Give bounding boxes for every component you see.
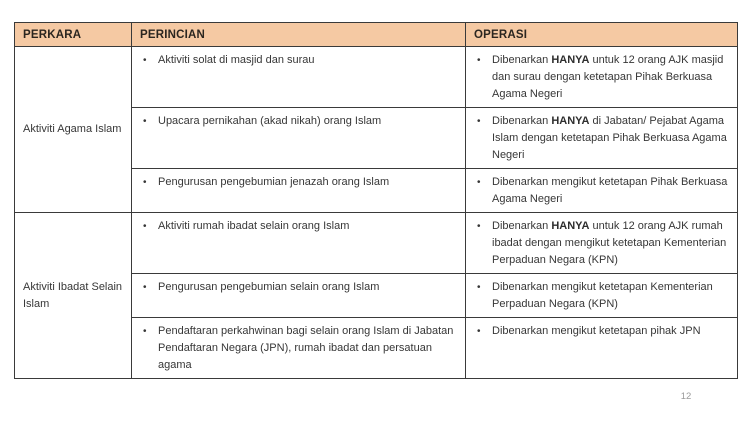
sop-table bbox=[14, 22, 738, 379]
bullet-icon: • bbox=[143, 177, 147, 188]
bullet-icon: • bbox=[143, 55, 147, 66]
perincian-cell bbox=[132, 213, 466, 274]
table-header-row bbox=[15, 23, 738, 47]
operasi-cell bbox=[466, 47, 738, 108]
bullet-icon: • bbox=[143, 282, 147, 293]
perincian-text: Upacara pernikahan (akad nikah) orang Islam bbox=[158, 115, 382, 127]
operasi-cell bbox=[466, 318, 738, 379]
column-header-perkara: PERKARA bbox=[15, 23, 132, 47]
table-row bbox=[15, 47, 738, 108]
column-header-perincian: PERINCIAN bbox=[132, 23, 466, 47]
bullet-icon: • bbox=[143, 221, 147, 232]
operasi-cell bbox=[466, 274, 738, 318]
bullet-icon: • bbox=[143, 326, 147, 337]
operasi-text: Dibenarkan mengikut ketetapan Kementerian Perpaduan Negara (KPN) bbox=[492, 281, 713, 310]
perincian-cell bbox=[132, 47, 466, 108]
perkara-label: Aktiviti Agama Islam bbox=[23, 123, 122, 135]
operasi-text: Dibenarkan mengikut ketetapan pihak JPN bbox=[492, 325, 701, 337]
bullet-icon: • bbox=[143, 116, 147, 127]
operasi-text: Dibenarkan HANYA untuk 12 orang AJK rumah ibadat dengan mengikut ketetapan Kementerian Perpaduan Negara (KPN) bbox=[492, 220, 727, 266]
operasi-cell bbox=[466, 169, 738, 213]
perkara-label: Aktiviti Ibadat Selain Islam bbox=[23, 280, 123, 310]
perincian-cell bbox=[132, 169, 466, 213]
bullet-icon: • bbox=[477, 326, 481, 337]
operasi-cell bbox=[466, 108, 738, 169]
bullet-icon: • bbox=[477, 221, 481, 232]
page-number: 12 bbox=[680, 391, 692, 402]
perincian-text: Pendaftaran perkahwinan bagi selain orang Islam di Jabatan Pendaftaran Negara (JPN), rumah ibadat dan persatuan agama bbox=[158, 325, 454, 371]
operasi-text: Dibenarkan HANYA untuk 12 orang AJK masjid dan surau dengan ketetapan Pihak Berkuasa Agama Negeri bbox=[492, 54, 724, 100]
operasi-cell bbox=[466, 213, 738, 274]
perkara-cell-agama-islam bbox=[15, 47, 132, 213]
bullet-icon: • bbox=[477, 116, 481, 127]
perincian-cell bbox=[132, 108, 466, 169]
perincian-text: Aktiviti solat di masjid dan surau bbox=[158, 54, 315, 66]
perkara-cell-ibadat-selain-islam bbox=[15, 213, 132, 379]
bullet-icon: • bbox=[477, 282, 481, 293]
perincian-text: Aktiviti rumah ibadat selain orang Islam bbox=[158, 220, 350, 232]
operasi-text: Dibenarkan HANYA di Jabatan/ Pejabat Agama Islam dengan ketetapan Pihak Berkuasa Agama Negeri bbox=[492, 115, 727, 161]
perincian-cell bbox=[132, 318, 466, 379]
bullet-icon: • bbox=[477, 55, 481, 66]
perincian-text: Pengurusan pengebumian jenazah orang Islam bbox=[158, 176, 390, 188]
column-header-operasi: OPERASI bbox=[466, 23, 738, 47]
perincian-text: Pengurusan pengebumian selain orang Islam bbox=[158, 281, 380, 293]
table-row bbox=[15, 213, 738, 274]
operasi-text: Dibenarkan mengikut ketetapan Pihak Berkuasa Agama Negeri bbox=[492, 176, 728, 205]
bullet-icon: • bbox=[477, 177, 481, 188]
perincian-cell bbox=[132, 274, 466, 318]
